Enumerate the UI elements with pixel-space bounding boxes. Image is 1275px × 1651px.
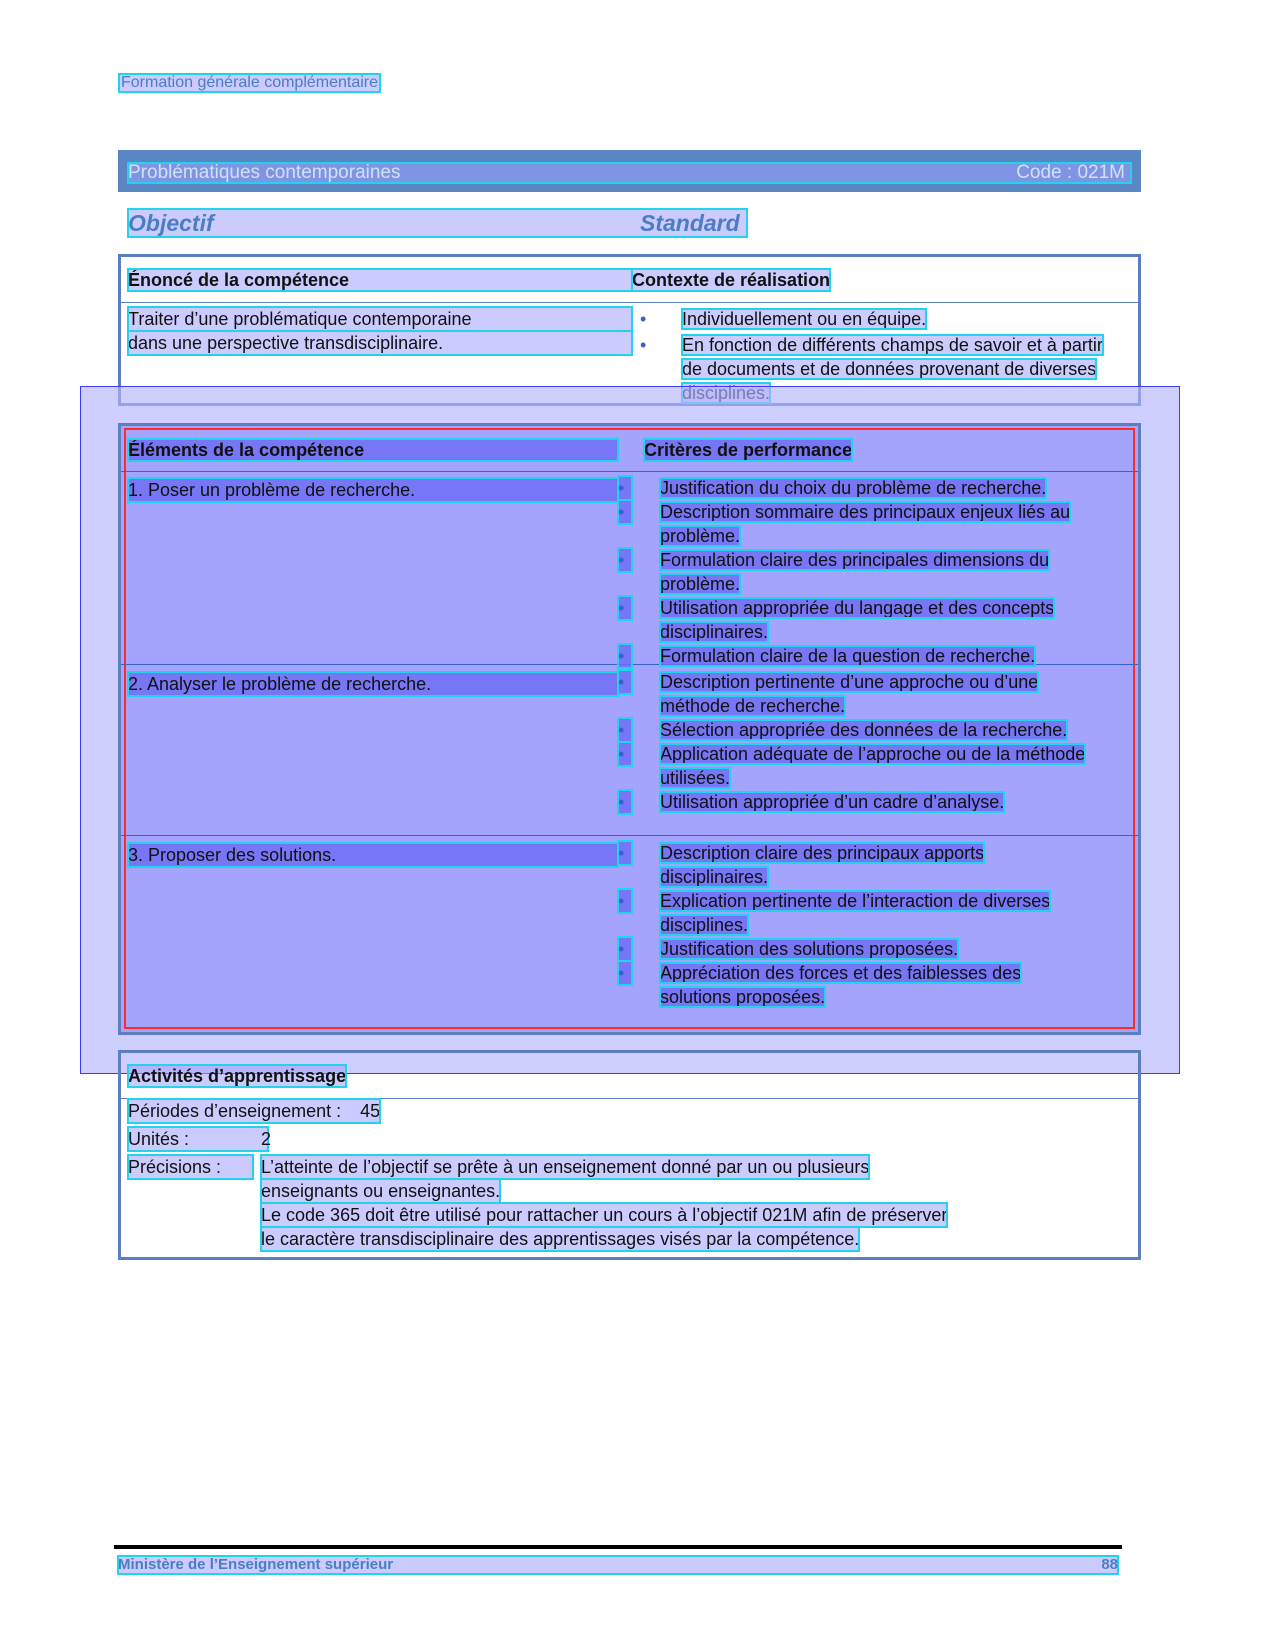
bullet-icon: • (618, 742, 632, 766)
bullet-icon: • (618, 644, 632, 668)
document-header: Formation générale complémentaire (121, 74, 379, 91)
criteria-item (618, 644, 1088, 668)
activities-header-row (121, 1053, 1138, 1099)
criteria-item-text: Description sommaire des principaux enjeux liés au problème. (660, 502, 1071, 546)
activities-box (118, 1050, 1141, 1260)
units-value: 2 (261, 1129, 272, 1149)
header-divider (121, 471, 1138, 472)
footer-ministry: Ministère de l’Enseignement supérieur (118, 1556, 394, 1573)
criteria-item-text: Description pertinente d’une approche ou d’une méthode de recherche. (660, 672, 1039, 716)
criteria-item (618, 718, 1088, 742)
context-item-text: Individuellement ou en équipe. (682, 309, 927, 329)
course-title: Problématiques contemporaines (128, 162, 401, 183)
bullet-icon: • (618, 670, 632, 694)
criteria-item-text: Appréciation des forces et des faiblesses des solutions proposées. (660, 963, 1022, 1007)
context-item-text: En fonction de différents champs de savoir et à partir de documents et de données provenant de diverses (682, 335, 1103, 403)
criteria-item (618, 548, 1088, 596)
criteria-item (618, 841, 1088, 889)
precisions-line: enseignants ou enseignantes. (261, 1181, 501, 1201)
bullet-icon: • (618, 596, 632, 620)
criteria-label: Critères de performance (644, 440, 853, 460)
precisions-text (261, 1155, 1121, 1251)
criteria-item (618, 961, 1088, 1009)
precisions-line: L’atteinte de l’objectif se prête à un enseignement donné par un ou plusieurs (261, 1157, 870, 1177)
periods-row (128, 1099, 380, 1123)
precisions-line: Le code 365 doit être utilisé pour rattacher un cours à l’objectif 021M afin de préserver (261, 1205, 948, 1225)
criteria-item-text: Utilisation appropriée d’un cadre d’analyse. (660, 792, 1005, 812)
criteria-item-text: Utilisation appropriée du langage et des concepts disciplinaires. (660, 598, 1055, 642)
page-footer (118, 1556, 1118, 1574)
objective-standard-heading (128, 209, 747, 237)
criteria-item-text: Description claire des principaux apports disciplinaires. (660, 843, 985, 887)
criteria-item (618, 790, 1088, 814)
element-label: 3. Proposer des solutions. (128, 843, 618, 867)
course-code: Code : 021M (1016, 162, 1125, 183)
units-row (128, 1127, 272, 1151)
footer-rule (114, 1545, 1122, 1549)
bullet-icon: • (618, 961, 632, 985)
element-label: 2. Analyser le problème de recherche. (128, 672, 618, 696)
criteria-list (618, 841, 1088, 1009)
criteria-item-text: Application adéquate de l’approche ou de la méthode utilisées. (660, 744, 1086, 788)
bullet-icon: • (640, 309, 647, 329)
bullet-icon: • (618, 500, 632, 524)
standard-label: Standard (640, 210, 740, 236)
bullet-icon: • (618, 790, 632, 814)
periods-value: 45 (360, 1101, 381, 1121)
criteria-item (618, 500, 1088, 548)
competence-statement-box (118, 254, 1141, 406)
elements-box (118, 423, 1141, 1035)
statement-line-2: dans une perspective transdisciplinaire. (128, 331, 632, 355)
context-label: Contexte de réalisation (632, 270, 831, 290)
element-label: 1. Poser un problème de recherche. (128, 478, 618, 502)
bullet-icon: • (618, 841, 632, 865)
context-item (640, 307, 1110, 331)
criteria-item-text: Explication pertinente de l’interaction de diverses disciplines. (660, 891, 1051, 935)
objective-label: Objectif (128, 210, 214, 236)
criteria-item-text: Justification du choix du problème de recherche. (660, 478, 1047, 498)
title-bar (118, 150, 1141, 192)
row-divider (121, 835, 1138, 836)
criteria-list (618, 476, 1088, 668)
criteria-item (618, 670, 1088, 718)
elements-label: Éléments de la compétence (128, 439, 618, 461)
criteria-item-text: Justification des solutions proposées. (660, 939, 959, 959)
page-number: 88 (1101, 1556, 1118, 1573)
criteria-item-text: Sélection appropriée des données de la recherche. (660, 720, 1068, 740)
bullet-icon: • (640, 335, 647, 355)
criteria-item (618, 596, 1088, 644)
statement-label: Énoncé de la compétence (128, 269, 632, 291)
statement-line-1: Traiter d’une problématique contemporaine (128, 307, 632, 331)
criteria-item (618, 937, 1088, 961)
bullet-icon: • (618, 937, 632, 961)
criteria-item (618, 476, 1088, 500)
bullet-icon: • (618, 548, 632, 572)
bullet-icon: • (618, 718, 632, 742)
bullet-icon: • (618, 476, 632, 500)
criteria-item-text: Formulation claire des principales dimensions du problème. (660, 550, 1050, 594)
precisions-label: Précisions : (128, 1155, 253, 1179)
activities-label: Activités d’apprentissage (128, 1066, 347, 1086)
competence-header-row (121, 257, 1138, 303)
units-label: Unités : (128, 1129, 190, 1149)
title-bar-text (128, 163, 1131, 183)
criteria-list (618, 670, 1088, 814)
criteria-item-text: Formulation claire de la question de recherche. (660, 646, 1036, 666)
precisions-line: le caractère transdisciplinaire des apprentissages visés par la compétence. (261, 1229, 860, 1249)
periods-label: Périodes d’enseignement : (128, 1101, 342, 1121)
criteria-item (618, 889, 1088, 937)
bullet-icon: • (618, 889, 632, 913)
criteria-item (618, 742, 1088, 790)
